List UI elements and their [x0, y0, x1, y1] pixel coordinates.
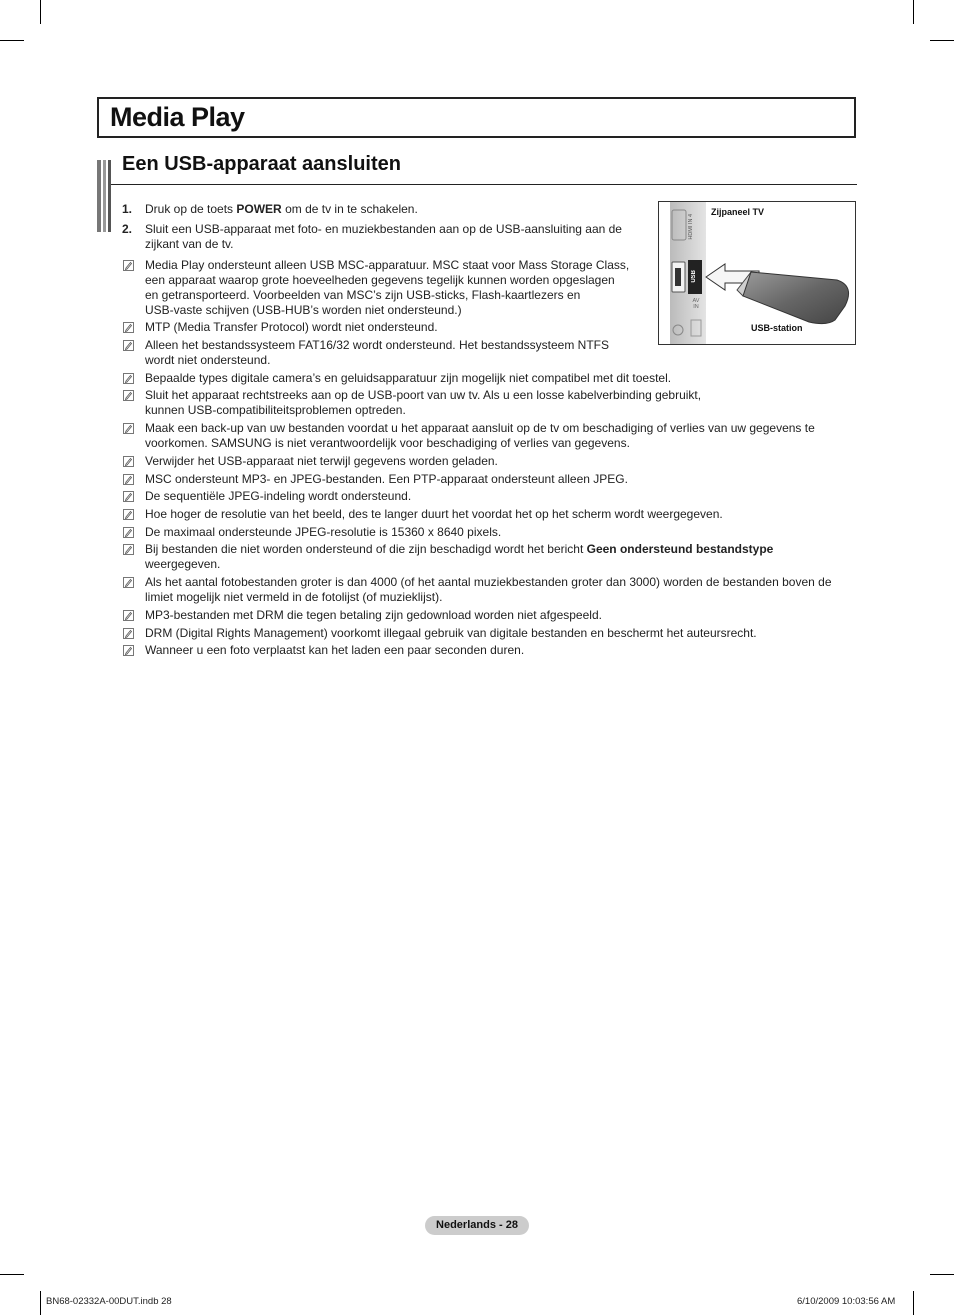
note-item: De sequentiële JPEG-indeling wordt ondersteund.: [122, 489, 411, 504]
note-icon: [123, 645, 134, 656]
note-icon: [123, 340, 134, 351]
crop-mark: [913, 1291, 914, 1315]
print-timestamp: 6/10/2009 10:03:56 AM: [797, 1296, 896, 1307]
note-item: DRM (Digital Rights Management) voorkomt illegaal gebruik van digitale bestanden en beschermt het auteursrecht.: [122, 626, 757, 641]
crop-mark: [0, 1274, 24, 1275]
note-item: Bij bestanden die niet worden ondersteund of die zijn beschadigd wordt het bericht Geen ondersteund bestandstype weergegeven.: [122, 542, 773, 572]
note-item: Als het aantal fotobestanden groter is dan 4000 (of het aantal muziekbestanden groter dan 3000) worden de bestanden boven de limiet mogelijk niet vermeld in de fotolijst (of muzieklijst).: [122, 575, 832, 605]
note-icon: [123, 423, 134, 434]
note-icon: [123, 390, 134, 401]
note-icon: [123, 474, 134, 485]
note-item: Sluit het apparaat rechtstreeks aan op de USB-poort van uw tv. Als u een losse kabelverbinding gebruikt, kunnen USB-compatibiliteitsproblemen optreden.: [122, 388, 701, 418]
note-icon: [123, 373, 134, 384]
note-item: Alleen het bestandssysteem FAT16/32 wordt ondersteund. Het bestandssysteem NTFS wordt niet ondersteund.: [122, 338, 609, 368]
note-item: Verwijder het USB-apparaat niet terwijl gegevens worden geladen.: [122, 454, 498, 469]
section-title: Een USB-apparaat aansluiten: [122, 153, 401, 175]
note-icon: [123, 544, 134, 555]
step-1: 1. Druk op de toets POWER om de tv in te schakelen.: [122, 202, 418, 216]
file-info: BN68-02332A-00DUT.indb 28: [46, 1296, 172, 1307]
port-label-usb: USB: [691, 270, 697, 283]
crop-mark: [40, 1291, 41, 1315]
note-item: Wanneer u een foto verplaatst kan het laden een paar seconden duren.: [122, 643, 524, 658]
step-2: 2. Sluit een USB-apparaat met foto- en muziekbestanden aan op de USB-aansluiting aan de zijkant van de tv.: [122, 222, 622, 251]
crop-mark: [913, 0, 914, 24]
note-icon: [123, 491, 134, 502]
page-number-badge: Nederlands - 28: [425, 1216, 529, 1235]
section-divider: [111, 184, 857, 185]
note-item: Bepaalde types digitale camera’s en geluidsapparatuur zijn mogelijk niet compatibel met dit toestel.: [122, 371, 671, 386]
usb-connection-figure: [658, 201, 856, 345]
figure-label-device: USB-station: [751, 323, 803, 333]
note-icon: [123, 610, 134, 621]
crop-mark: [40, 0, 41, 24]
note-icon: [123, 260, 134, 271]
crop-mark: [930, 1274, 954, 1275]
note-icon: [123, 577, 134, 588]
note-icon: [123, 509, 134, 520]
note-icon: [123, 456, 134, 467]
page-title-box: [97, 97, 856, 138]
note-icon: [123, 527, 134, 538]
note-item: De maximaal ondersteunde JPEG-resolutie is 15360 x 8640 pixels.: [122, 525, 501, 540]
port-label-hdmi: HDMI IN 4: [688, 214, 694, 240]
crop-mark: [930, 40, 954, 41]
note-item: MP3-bestanden met DRM die tegen betaling zijn gedownload worden niet afgespeeld.: [122, 608, 602, 623]
note-item: MSC ondersteunt MP3- en JPEG-bestanden. Een PTP-apparaat ondersteunt alleen JPEG.: [122, 472, 628, 487]
section-marker: [97, 160, 111, 232]
note-item: Media Play ondersteunt alleen USB MSC-apparatuur. MSC staat voor Mass Storage Class, een apparaat waarop grote hoeveelheden gegevens tegelijk kunnen worden opgeslagen en getransporteerd. Voorbeelden van MSC’s zijn USB-sticks, Flash-kaartlezers en USB-vaste schijven (USB-HUB’s worden niet ondersteund.): [122, 258, 629, 318]
note-icon: [123, 322, 134, 333]
figure-label-panel: Zijpaneel TV: [711, 207, 765, 217]
note-item: Hoe hoger de resolutie van het beeld, des te langer duurt het voordat het op het scherm wordt weergegeven.: [122, 507, 723, 522]
page-title: Media Play: [110, 102, 245, 132]
port-label-av: AV IN: [692, 298, 700, 310]
note-icon: [123, 628, 134, 639]
note-item: MTP (Media Transfer Protocol) wordt niet ondersteund.: [122, 320, 438, 335]
crop-mark: [0, 40, 24, 41]
note-item: Maak een back-up van uw bestanden voordat u het apparaat aansluit op de tv om beschadiging of verlies van uw gegevens te voorkomen. SAMSUNG is niet verantwoordelijk voor beschadiging of verlies van gegevens.: [122, 421, 815, 451]
